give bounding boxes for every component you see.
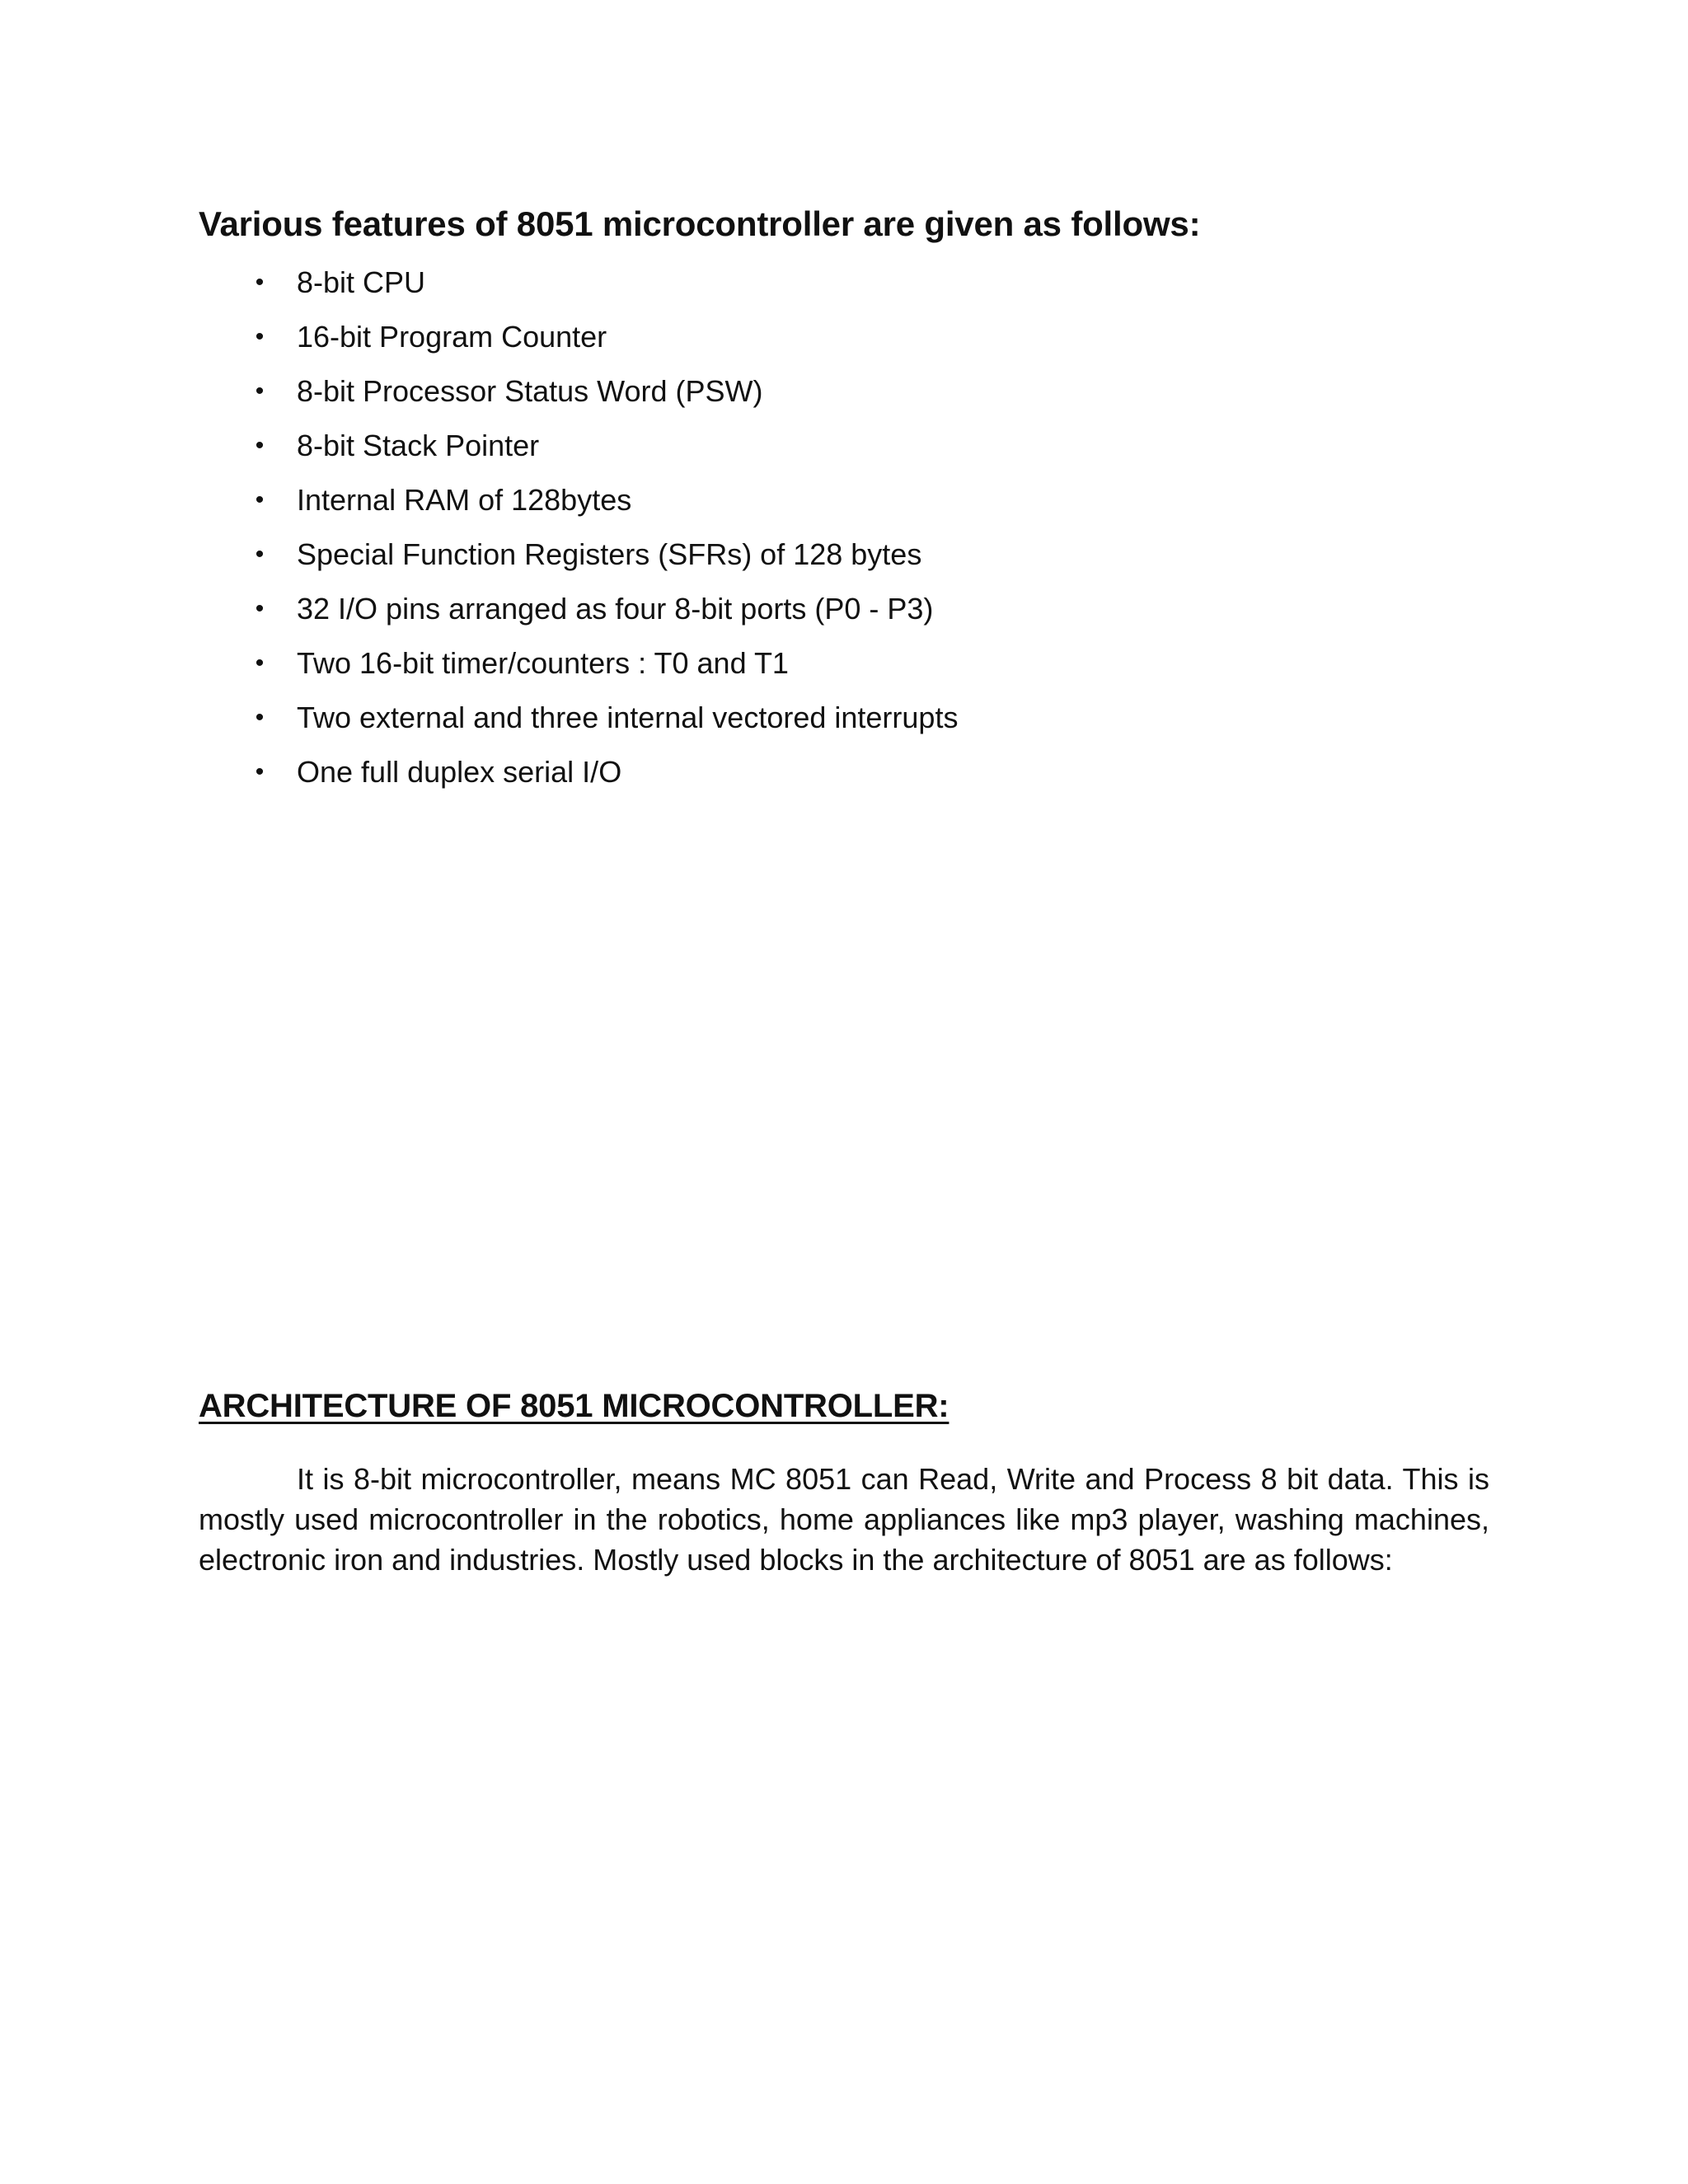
bullet-icon: • bbox=[255, 595, 265, 622]
bullet-icon: • bbox=[255, 269, 265, 296]
list-item-text: Special Function Registers (SFRs) of 128 bytes bbox=[297, 537, 922, 571]
list-item-text: Two external and three internal vectored interrupts bbox=[297, 701, 959, 734]
bullet-icon: • bbox=[255, 704, 265, 731]
features-section bbox=[199, 201, 1489, 799]
list-item-text: Internal RAM of 128bytes bbox=[297, 483, 632, 517]
list-item-text: Two 16-bit timer/counters : T0 and T1 bbox=[297, 646, 789, 680]
architecture-paragraph: It is 8-bit microcontroller, means MC 8051 can Read, Write and Process 8 bit data. This is mostly used microcontroller in the robotics, home appliances like mp3 player, washing machines, electronic iron and industries. Mostly used blocks in the architecture of 8051 are as follows: bbox=[199, 1462, 1489, 1577]
list-item bbox=[199, 310, 1489, 364]
list-item bbox=[199, 636, 1489, 691]
list-item bbox=[199, 364, 1489, 419]
bullet-icon: • bbox=[255, 486, 265, 513]
bullet-icon: • bbox=[255, 649, 265, 677]
list-item-text: One full duplex serial I/O bbox=[297, 755, 622, 789]
list-item-text: 8-bit Processor Status Word (PSW) bbox=[297, 374, 763, 408]
bullet-icon: • bbox=[255, 377, 265, 405]
list-item-text: 8-bit CPU bbox=[297, 265, 426, 299]
list-item bbox=[199, 473, 1489, 527]
features-heading: Various features of 8051 microcontroller are given as follows: bbox=[199, 204, 1201, 243]
list-item bbox=[199, 527, 1489, 582]
list-item-text: 8-bit Stack Pointer bbox=[297, 429, 540, 462]
list-item bbox=[199, 745, 1489, 799]
bullet-icon: • bbox=[255, 432, 265, 459]
list-item-text: 16-bit Program Counter bbox=[297, 320, 607, 354]
list-item bbox=[199, 691, 1489, 745]
bullet-icon: • bbox=[255, 541, 265, 568]
list-item bbox=[199, 255, 1489, 310]
bullet-icon: • bbox=[255, 323, 265, 350]
list-item bbox=[199, 582, 1489, 636]
list-item bbox=[199, 419, 1489, 473]
bullet-icon: • bbox=[255, 758, 265, 785]
feature-list bbox=[199, 255, 1489, 799]
architecture-heading: ARCHITECTURE OF 8051 MICROCONTROLLER: bbox=[199, 1388, 950, 1424]
list-item-text: 32 I/O pins arranged as four 8-bit ports (P0 - P3) bbox=[297, 592, 934, 626]
